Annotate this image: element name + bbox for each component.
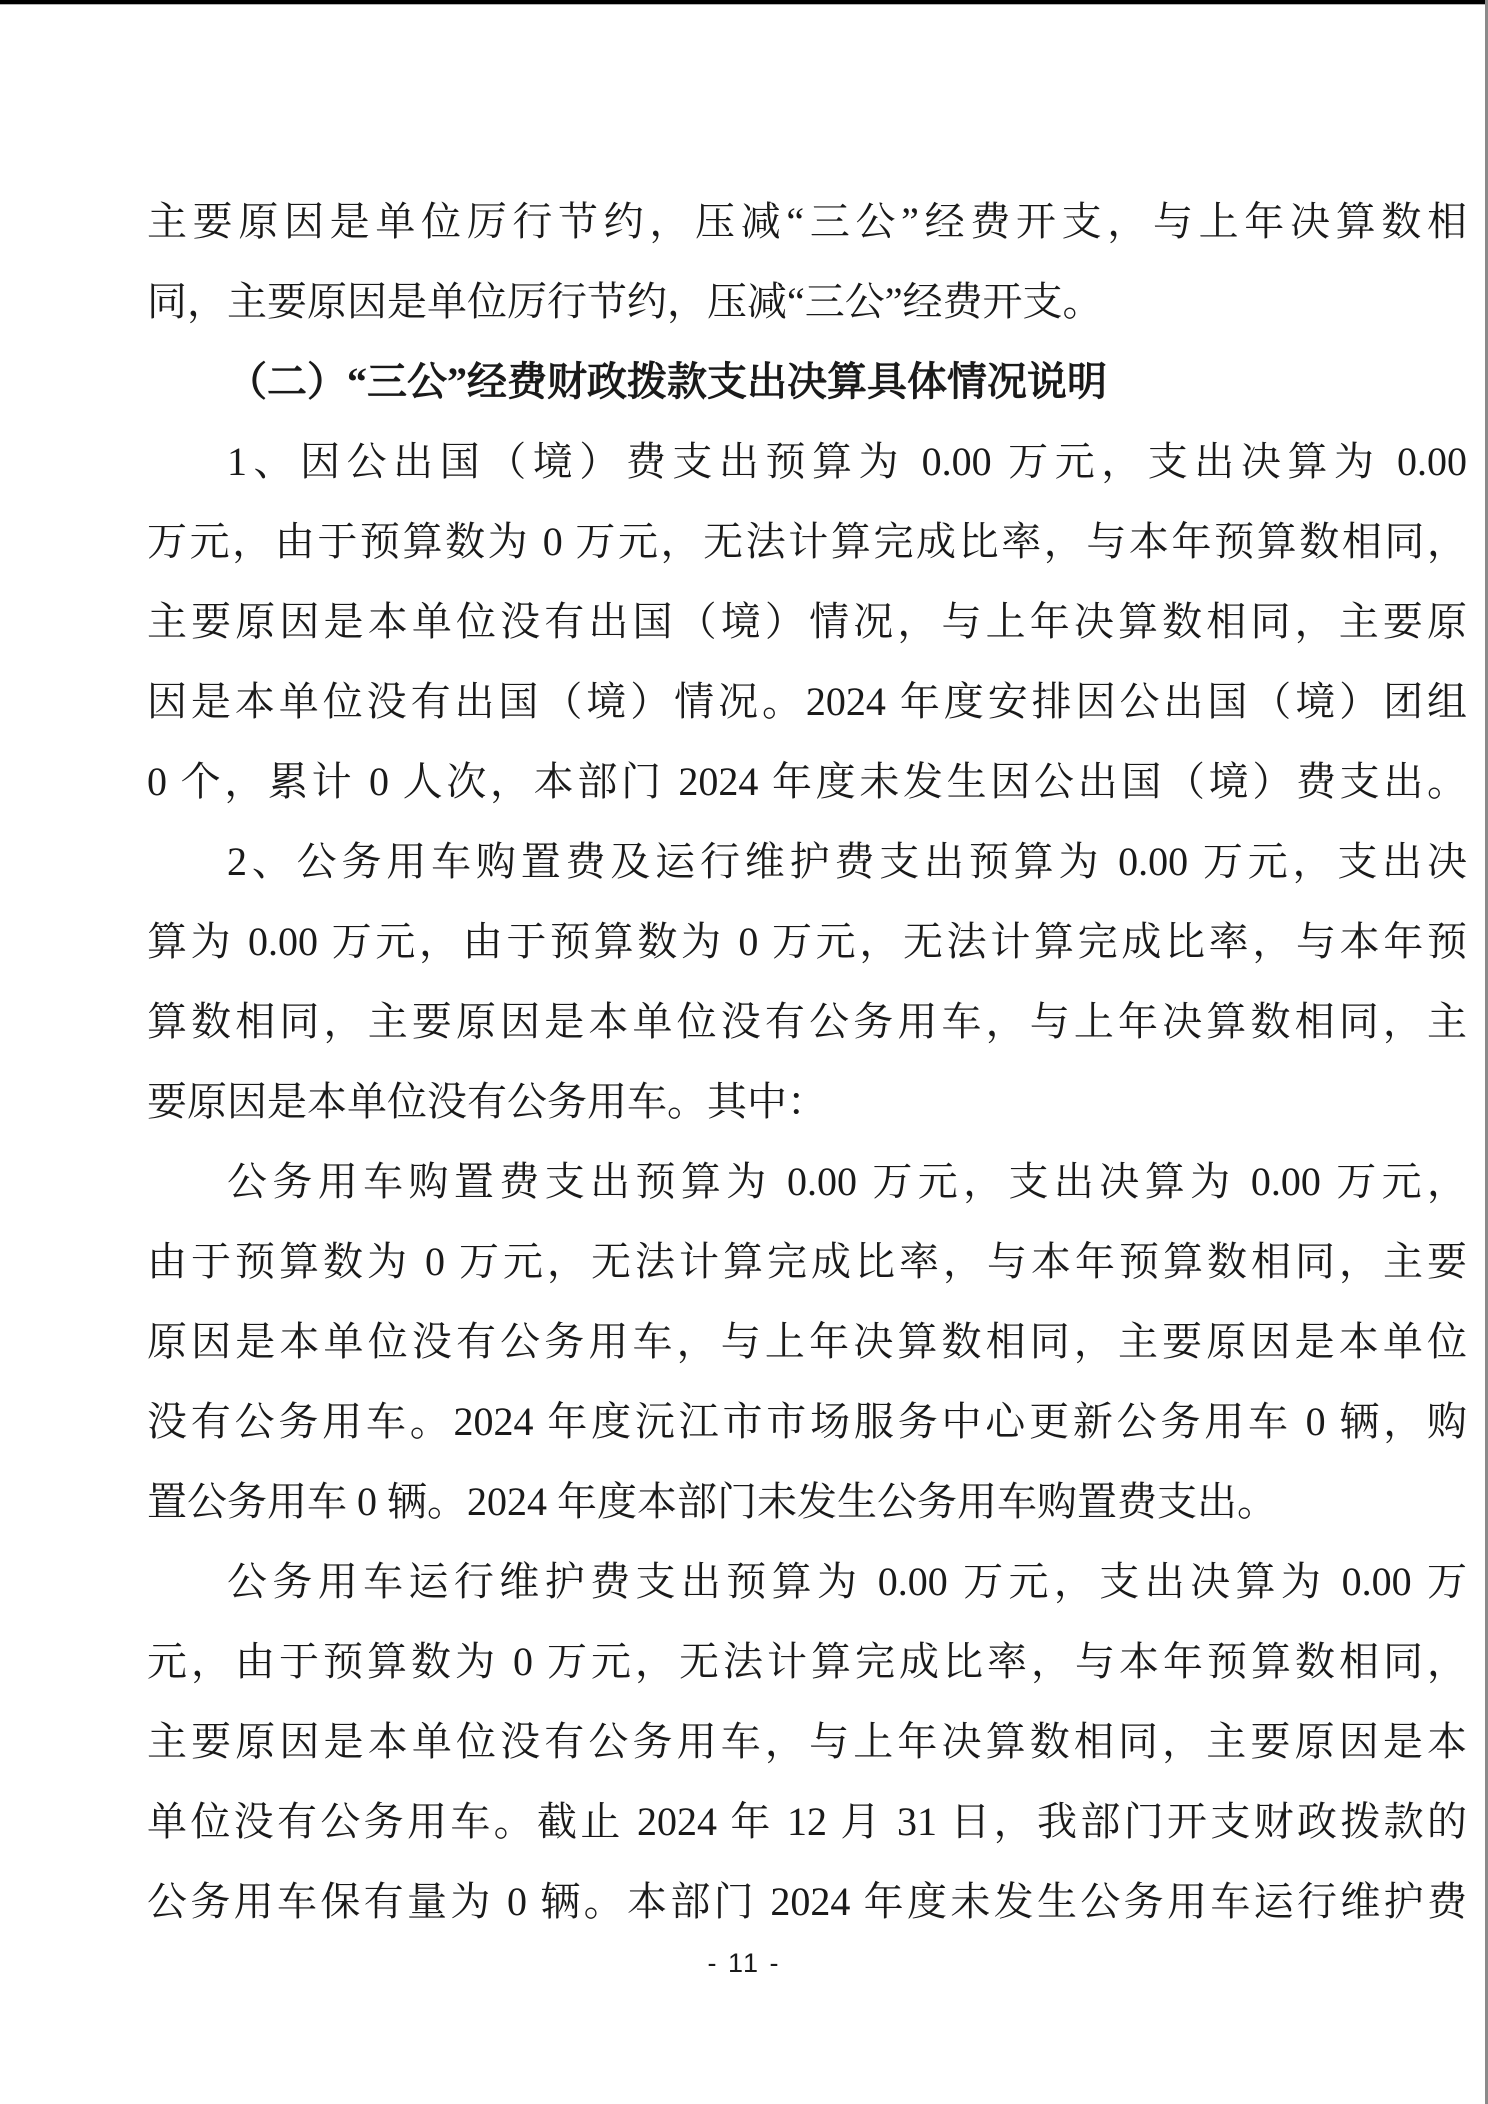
text-line: 元，由于预算数为 0 万元，无法计算完成比率，与本年预算数相同， (147, 1639, 1467, 1684)
text-line: 万元，由于预算数为 0 万元，无法计算完成比率，与本年预算数相同， (147, 519, 1467, 564)
text-line: 没有公务用车。2024 年度沅江市市场服务中心更新公务用车 0 辆，购 (147, 1399, 1467, 1444)
text-line: 算数相同，主要原因是本单位没有公务用车，与上年决算数相同，主 (147, 999, 1467, 1044)
text-line: 2、公务用车购置费及运行维护费支出预算为 0.00 万元，支出决 (227, 839, 1467, 884)
text-line: 公务用车保有量为 0 辆。本部门 2024 年度未发生公务用车运行维护费 (147, 1879, 1467, 1924)
text-line: 因是本单位没有出国（境）情况。2024 年度安排因公出国（境）团组 (147, 679, 1467, 724)
text-line: 要原因是本单位没有公务用车。其中： (147, 1079, 827, 1124)
text-line: 单位没有公务用车。截止 2024 年 12 月 31 日，我部门开支财政拨款的 (147, 1799, 1467, 1844)
section-heading-line: （二）“三公”经费财政拨款支出决算具体情况说明 (227, 359, 1107, 404)
text-line: 1、因公出国（境）费支出预算为 0.00 万元，支出决算为 0.00 (227, 439, 1467, 484)
page-number: - 11 - (707, 1948, 781, 1978)
text-line: 主要原因是本单位没有出国（境）情况，与上年决算数相同，主要原 (147, 599, 1467, 644)
text-line: 公务用车购置费支出预算为 0.00 万元，支出决算为 0.00 万元， (227, 1159, 1467, 1204)
body-text (147, 182, 1467, 1942)
text-line: 由于预算数为 0 万元，无法计算完成比率，与本年预算数相同，主要 (147, 1239, 1467, 1284)
text-line: 原因是本单位没有公务用车，与上年决算数相同，主要原因是本单位 (147, 1319, 1467, 1364)
text-line: 公务用车运行维护费支出预算为 0.00 万元，支出决算为 0.00 万 (227, 1559, 1467, 1604)
text-line: 同，主要原因是单位厉行节约，压减“三公”经费开支。 (147, 279, 1103, 324)
text-line: 置公务用车 0 辆。2024 年度本部门未发生公务用车购置费支出。 (147, 1479, 1277, 1524)
text-line: 0 个，累计 0 人次，本部门 2024 年度未发生因公出国（境）费支出。 (147, 759, 1467, 804)
text-line: 算为 0.00 万元，由于预算数为 0 万元，无法计算完成比率，与本年预 (147, 919, 1467, 964)
text-line: 主要原因是单位厉行节约，压减“三公”经费开支，与上年决算数相 (147, 199, 1467, 244)
top-edge-bar (0, 0, 1488, 5)
text-line: 主要原因是本单位没有公务用车，与上年决算数相同，主要原因是本 (147, 1719, 1467, 1764)
